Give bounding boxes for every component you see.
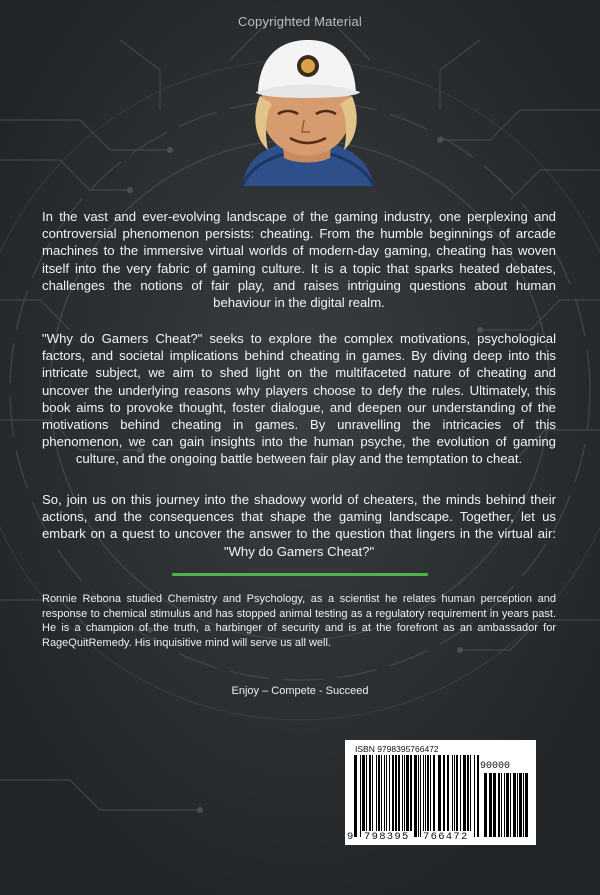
barcode-bar xyxy=(414,755,417,837)
barcode-bar xyxy=(474,755,475,837)
barcode-bar xyxy=(386,755,387,837)
barcode-bar xyxy=(498,773,500,837)
barcode-bar xyxy=(376,755,377,837)
copyright-watermark: Copyrighted Material xyxy=(238,14,362,29)
barcode-bar xyxy=(381,755,382,837)
barcode-bar xyxy=(430,755,431,837)
barcode-bar xyxy=(433,755,435,837)
barcode-bar xyxy=(360,755,361,837)
barcode-bar xyxy=(404,755,405,837)
author-bio: Ronnie Rebona studied Chemistry and Psychology, as a scientist he relates human perception and response to chemical stimulus and has stopped animal testing as a regulatory requirement in years past. He is a champion of the truth, a harbinger of security and is at the forefront as an ambassador for RageQuitRemedy. His inquisitive mind will serve us all well. xyxy=(42,593,556,650)
barcode-bar xyxy=(369,755,371,837)
barcode-bar xyxy=(447,755,449,837)
price-code: 90000 xyxy=(480,761,511,772)
barcode-bar xyxy=(410,755,412,837)
barcode-bar xyxy=(438,755,441,837)
barcode-bar xyxy=(384,755,385,837)
barcode-bar xyxy=(443,755,445,837)
barcode-digit-group-1: 798395 xyxy=(364,831,410,843)
barcode-bar xyxy=(423,755,424,837)
barcode-bar xyxy=(525,773,528,837)
price-barcode xyxy=(483,773,529,837)
barcode-bar xyxy=(489,773,492,837)
isbn-barcode xyxy=(353,755,481,837)
barcode-bar xyxy=(366,755,367,837)
barcode-bar xyxy=(456,755,458,837)
barcode-bar xyxy=(378,755,380,837)
barcode-bar xyxy=(523,773,524,837)
barcode-bar xyxy=(504,773,505,837)
barcode-bar xyxy=(354,755,357,837)
blurb-paragraph-3: So, join us on this journey into the shadowy world of cheaters, the minds behind their actions, and the consequences that shape the gaming landscape. Together, let us embark on a quest to uncover the answer to the question that lingers in the virtual air: "Why do Gamers Cheat?" xyxy=(42,492,556,559)
barcode-bar xyxy=(506,773,509,837)
green-divider xyxy=(172,573,428,576)
barcode-bar xyxy=(470,755,471,837)
blurb-paragraph-1: In the vast and ever-evolving landscape of the gaming industry, one perplexing and controversial phenomenon persists: cheating. From the humble beginnings of arcade machines to the immersive virtual worlds of modern-day gaming, cheating has woven itself into the very fabric of gaming culture. It is a topic that sparks heated debates, challenges the notions of fair play, and raises intriguing questions about human behaviour in the digital realm. xyxy=(42,209,556,311)
author-portrait xyxy=(212,34,402,186)
barcode-bar xyxy=(493,773,496,837)
barcode-bar xyxy=(362,755,365,837)
barcode-digit-prefix: 9 xyxy=(347,831,354,843)
barcode-bar xyxy=(452,755,453,837)
barcode-bar xyxy=(467,755,469,837)
barcode-bar xyxy=(513,773,516,837)
barcode-bar xyxy=(477,755,479,837)
barcode-bar xyxy=(420,755,421,837)
barcode-bar xyxy=(425,755,426,837)
barcode-bar xyxy=(372,755,373,837)
barcode-bar xyxy=(418,755,419,837)
isbn-label: ISBN 9798395766472 xyxy=(355,744,439,754)
barcode-bar xyxy=(398,755,400,837)
barcode-bar xyxy=(454,755,455,837)
barcode-bar xyxy=(519,773,522,837)
tagline: Enjoy – Compete - Succeed xyxy=(231,685,369,697)
barcode-digit-group-2: 766472 xyxy=(423,831,469,843)
barcode-bar xyxy=(389,755,390,837)
barcode-bar xyxy=(395,755,397,837)
barcode-bar xyxy=(517,773,518,837)
barcode-bar xyxy=(460,755,461,837)
isbn-barcode-box xyxy=(345,740,536,845)
barcode-bar xyxy=(501,773,502,837)
blurb-paragraph-2: "Why do Gamers Cheat?" seeks to explore the complex motivations, psychological factors, and societal implications behind cheating in games. By diving deep into this intricate subject, we aim to shed light on the multifaceted nature of cheating and uncover the underlying reasons why players choose to defy the rules. Ultimately, this book aims to provoke thought, foster dialogue, and deepen our understanding of the motivations behind cheating in games. By unravelling the intricacies of this phenomenon, we can gain insights into the human psyche, the evolution of gaming culture, and the ongoing battle between fair play and the temptation to cheat. xyxy=(42,331,556,467)
barcode-bar xyxy=(484,773,487,837)
barcode-digits xyxy=(345,831,495,844)
barcode-bar xyxy=(402,755,403,837)
barcode-bar xyxy=(463,755,466,837)
barcode-bar xyxy=(392,755,394,837)
barcode-bar xyxy=(406,755,409,837)
barcode-bar xyxy=(510,773,511,837)
barcode-bar xyxy=(427,755,429,837)
